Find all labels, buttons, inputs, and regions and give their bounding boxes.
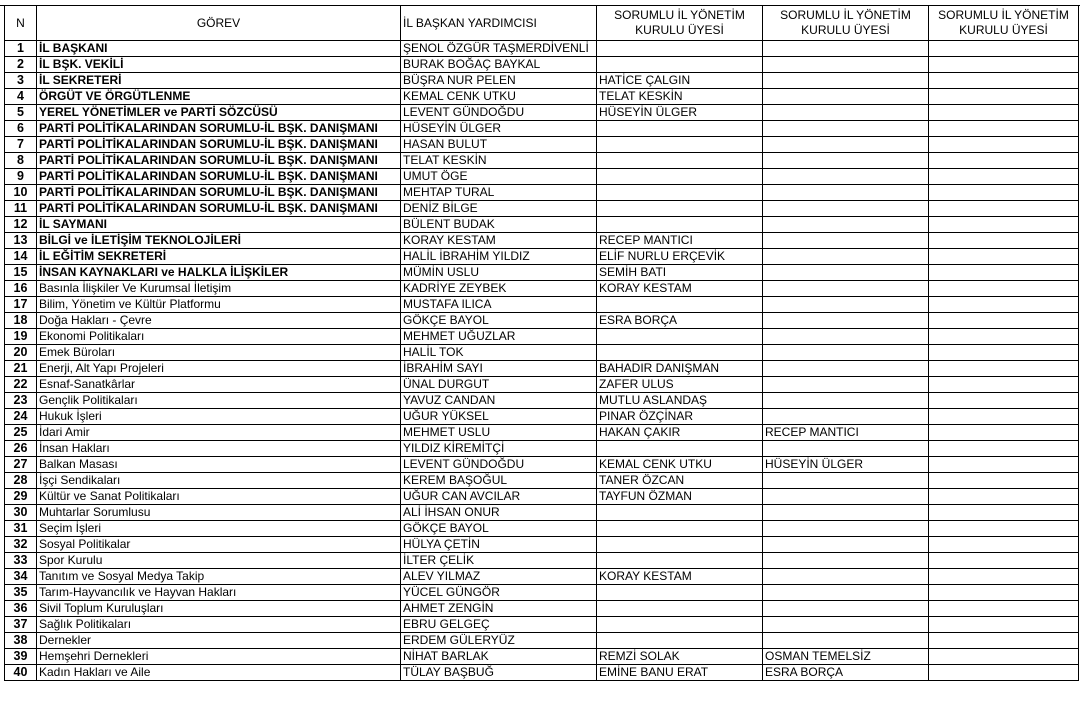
vice-chair-cell[interactable]: ERDEM GÜLERYÜZ (401, 633, 597, 649)
vice-chair-cell[interactable]: DENİZ BİLGE (401, 201, 597, 217)
row-number-cell[interactable]: 31 (5, 521, 37, 537)
member-3-cell[interactable] (929, 89, 1079, 105)
member-1-cell[interactable] (597, 185, 763, 201)
member-3-cell[interactable] (929, 137, 1079, 153)
member-2-cell[interactable] (763, 505, 929, 521)
row-number-cell[interactable]: 33 (5, 553, 37, 569)
duty-cell[interactable]: Sağlık Politikaları (37, 617, 401, 633)
member-3-cell[interactable] (929, 169, 1079, 185)
table-row (5, 329, 1079, 345)
member-2-cell[interactable]: RECEP MANTICI (763, 425, 929, 441)
row-number-cell[interactable]: 17 (5, 297, 37, 313)
vice-chair-cell[interactable]: MÜMİN USLU (401, 265, 597, 281)
vice-chair-cell[interactable]: HALİL İBRAHİM YILDIZ (401, 249, 597, 265)
duty-cell[interactable]: PARTİ POLİTİKALARINDAN SORUMLU-İL BŞK. DANIŞMANI (37, 201, 401, 217)
member-2-cell[interactable] (763, 361, 929, 377)
member-2-cell[interactable] (763, 89, 929, 105)
row-number-cell[interactable]: 5 (5, 105, 37, 121)
member-1-cell[interactable]: ZAFER ULUS (597, 377, 763, 393)
row-number-cell[interactable]: 25 (5, 425, 37, 441)
table-row (5, 521, 1079, 537)
member-3-cell[interactable] (929, 457, 1079, 473)
row-number-cell[interactable]: 7 (5, 137, 37, 153)
member-3-cell[interactable] (929, 217, 1079, 233)
row-number-cell[interactable]: 29 (5, 489, 37, 505)
member-3-cell[interactable] (929, 441, 1079, 457)
member-1-cell[interactable]: KORAY KESTAM (597, 281, 763, 297)
member-1-cell[interactable] (597, 169, 763, 185)
table-row (5, 457, 1079, 473)
vice-chair-cell[interactable]: GÖKÇE BAYOL (401, 521, 597, 537)
vice-chair-cell[interactable]: BURAK BOĞAÇ BAYKAL (401, 57, 597, 73)
member-3-cell[interactable] (929, 521, 1079, 537)
duty-cell[interactable]: İL BŞK. VEKİLİ (37, 57, 401, 73)
duty-table (4, 5, 1079, 681)
duty-cell[interactable]: Sosyal Politikalar (37, 537, 401, 553)
member-3-cell[interactable] (929, 185, 1079, 201)
member-1-cell[interactable]: RECEP MANTICI (597, 233, 763, 249)
member-3-cell[interactable] (929, 361, 1079, 377)
member-3-cell[interactable] (929, 41, 1079, 57)
vice-chair-cell[interactable]: YÜCEL GÜNGÖR (401, 585, 597, 601)
duty-cell[interactable]: Spor Kurulu (37, 553, 401, 569)
row-number-cell[interactable]: 34 (5, 569, 37, 585)
member-1-cell[interactable]: EMİNE BANU ERAT (597, 665, 763, 681)
vice-chair-cell[interactable]: YILDIZ KİREMİTÇİ (401, 441, 597, 457)
duty-cell[interactable]: Hemşehri Dernekleri (37, 649, 401, 665)
duty-cell[interactable]: Balkan Masası (37, 457, 401, 473)
member-1-cell[interactable] (597, 57, 763, 73)
table-row (5, 73, 1079, 89)
member-3-cell[interactable] (929, 121, 1079, 137)
vice-chair-cell[interactable]: LEVENT GÜNDOĞDU (401, 105, 597, 121)
member-1-cell[interactable]: ELİF NURLU ERÇEVİK (597, 249, 763, 265)
row-number-cell[interactable]: 38 (5, 633, 37, 649)
member-2-cell[interactable] (763, 585, 929, 601)
duty-cell[interactable]: Enerji, Alt Yapı Projeleri (37, 361, 401, 377)
duty-cell[interactable]: İnsan Hakları (37, 441, 401, 457)
table-row (5, 377, 1079, 393)
member-1-cell[interactable] (597, 633, 763, 649)
member-3-cell[interactable] (929, 249, 1079, 265)
member-1-cell[interactable] (597, 121, 763, 137)
row-number-cell[interactable]: 11 (5, 201, 37, 217)
duty-cell[interactable]: YEREL YÖNETİMLER ve PARTİ SÖZCÜSÜ (37, 105, 401, 121)
vice-chair-cell[interactable]: HASAN BULUT (401, 137, 597, 153)
member-2-cell[interactable] (763, 217, 929, 233)
member-1-cell[interactable]: KEMAL CENK UTKU (597, 457, 763, 473)
member-1-cell[interactable]: HATİCE ÇALGIN (597, 73, 763, 89)
member-1-cell[interactable]: TAYFUN ÖZMAN (597, 489, 763, 505)
member-1-cell[interactable]: TELAT KESKİN (597, 89, 763, 105)
header-uye-1: SORUMLU İL YÖNETİM KURULU ÜYESİ (597, 6, 763, 41)
member-2-cell[interactable] (763, 473, 929, 489)
table-row (5, 361, 1079, 377)
table-row (5, 393, 1079, 409)
duty-cell[interactable]: BİLGİ ve İLETİŞİM TEKNOLOJİLERİ (37, 233, 401, 249)
member-2-cell[interactable] (763, 521, 929, 537)
vice-chair-cell[interactable]: NİHAT BARLAK (401, 649, 597, 665)
row-number-cell[interactable]: 26 (5, 441, 37, 457)
duty-cell[interactable]: İşçi Sendikaları (37, 473, 401, 489)
member-1-cell[interactable] (597, 553, 763, 569)
member-3-cell[interactable] (929, 537, 1079, 553)
vice-chair-cell[interactable]: İBRAHİM SAYI (401, 361, 597, 377)
member-2-cell[interactable] (763, 121, 929, 137)
table-row (5, 41, 1079, 57)
table-row (5, 265, 1079, 281)
duty-cell[interactable]: Emek Büroları (37, 345, 401, 361)
member-1-cell[interactable] (597, 537, 763, 553)
duty-cell[interactable]: İL SAYMANI (37, 217, 401, 233)
table-row (5, 649, 1079, 665)
duty-cell[interactable]: Tarım-Hayvancılık ve Hayvan Hakları (37, 585, 401, 601)
member-3-cell[interactable] (929, 601, 1079, 617)
member-1-cell[interactable]: REMZİ SOLAK (597, 649, 763, 665)
duty-cell[interactable]: İL EĞİTİM SEKRETERİ (37, 249, 401, 265)
row-number-cell[interactable]: 28 (5, 473, 37, 489)
member-3-cell[interactable] (929, 425, 1079, 441)
member-2-cell[interactable] (763, 297, 929, 313)
table-row (5, 313, 1079, 329)
row-number-cell[interactable]: 35 (5, 585, 37, 601)
table-row (5, 409, 1079, 425)
duty-cell[interactable]: Gençlik Politikaları (37, 393, 401, 409)
member-3-cell[interactable] (929, 505, 1079, 521)
member-2-cell[interactable] (763, 137, 929, 153)
duty-cell[interactable]: Muhtarlar Sorumlusu (37, 505, 401, 521)
member-1-cell[interactable] (597, 617, 763, 633)
table-row (5, 425, 1079, 441)
duty-cell[interactable]: İL BAŞKANI (37, 41, 401, 57)
duty-cell[interactable]: ÖRGÜT VE ÖRGÜTLENME (37, 89, 401, 105)
member-3-cell[interactable] (929, 633, 1079, 649)
member-2-cell[interactable] (763, 185, 929, 201)
member-2-cell[interactable] (763, 105, 929, 121)
duty-cell[interactable]: Basınla İlişkiler Ve Kurumsal İletişim (37, 281, 401, 297)
row-number-cell[interactable]: 20 (5, 345, 37, 361)
table-row (5, 57, 1079, 73)
vice-chair-cell[interactable]: BÜŞRA NUR PELEN (401, 73, 597, 89)
member-3-cell[interactable] (929, 73, 1079, 89)
table-row (5, 665, 1079, 681)
table-row (5, 505, 1079, 521)
member-2-cell[interactable] (763, 153, 929, 169)
member-2-cell[interactable] (763, 537, 929, 553)
table-row (5, 249, 1079, 265)
member-3-cell[interactable] (929, 265, 1079, 281)
member-2-cell[interactable] (763, 393, 929, 409)
member-3-cell[interactable] (929, 553, 1079, 569)
row-number-cell[interactable]: 8 (5, 153, 37, 169)
vice-chair-cell[interactable]: KORAY KESTAM (401, 233, 597, 249)
member-1-cell[interactable] (597, 601, 763, 617)
member-2-cell[interactable] (763, 489, 929, 505)
row-number-cell[interactable]: 1 (5, 41, 37, 57)
row-number-cell[interactable]: 24 (5, 409, 37, 425)
member-1-cell[interactable]: KORAY KESTAM (597, 569, 763, 585)
row-number-cell[interactable]: 30 (5, 505, 37, 521)
member-3-cell[interactable] (929, 345, 1079, 361)
duty-cell[interactable]: İdari Amir (37, 425, 401, 441)
vice-chair-cell[interactable]: TÜLAY BAŞBUĞ (401, 665, 597, 681)
table-row (5, 217, 1079, 233)
member-2-cell[interactable] (763, 633, 929, 649)
vice-chair-cell[interactable]: MEHMET USLU (401, 425, 597, 441)
header-row (5, 6, 1079, 41)
vice-chair-cell[interactable]: ŞENOL ÖZGÜR TAŞMERDİVENLİ (401, 41, 597, 57)
table-row (5, 201, 1079, 217)
row-number-cell[interactable]: 4 (5, 89, 37, 105)
table-row (5, 105, 1079, 121)
member-3-cell[interactable] (929, 649, 1079, 665)
row-number-cell[interactable]: 9 (5, 169, 37, 185)
vice-chair-cell[interactable]: İLTER ÇELİK (401, 553, 597, 569)
table-row (5, 585, 1079, 601)
member-3-cell[interactable] (929, 665, 1079, 681)
table-row (5, 281, 1079, 297)
row-number-cell[interactable]: 2 (5, 57, 37, 73)
duty-cell[interactable]: Tanıtım ve Sosyal Medya Takip (37, 569, 401, 585)
member-1-cell[interactable] (597, 441, 763, 457)
row-number-cell[interactable]: 32 (5, 537, 37, 553)
table-row (5, 633, 1079, 649)
row-number-cell[interactable]: 10 (5, 185, 37, 201)
duty-cell[interactable]: PARTİ POLİTİKALARINDAN SORUMLU-İL BŞK. DANIŞMANI (37, 137, 401, 153)
duty-cell[interactable]: Hukuk İşleri (37, 409, 401, 425)
header-yardimci: İL BAŞKAN YARDIMCISI (401, 6, 597, 41)
duty-cell[interactable]: Dernekler (37, 633, 401, 649)
member-2-cell[interactable] (763, 441, 929, 457)
table-row (5, 601, 1079, 617)
member-2-cell[interactable] (763, 169, 929, 185)
member-1-cell[interactable] (597, 521, 763, 537)
duty-cell[interactable]: Esnaf-Sanatkârlar (37, 377, 401, 393)
vice-chair-cell[interactable]: UĞUR CAN AVCILAR (401, 489, 597, 505)
row-number-cell[interactable]: 27 (5, 457, 37, 473)
member-1-cell[interactable] (597, 505, 763, 521)
vice-chair-cell[interactable]: KADRİYE ZEYBEK (401, 281, 597, 297)
member-2-cell[interactable] (763, 617, 929, 633)
row-number-cell[interactable]: 40 (5, 665, 37, 681)
member-3-cell[interactable] (929, 201, 1079, 217)
table-row (5, 185, 1079, 201)
vice-chair-cell[interactable]: ALİ İHSAN ONUR (401, 505, 597, 521)
row-number-cell[interactable]: 12 (5, 217, 37, 233)
row-number-cell[interactable]: 15 (5, 265, 37, 281)
table-row (5, 233, 1079, 249)
member-2-cell[interactable] (763, 201, 929, 217)
vice-chair-cell[interactable]: GÖKÇE BAYOL (401, 313, 597, 329)
member-1-cell[interactable]: HÜSEYİN ÜLGER (597, 105, 763, 121)
member-1-cell[interactable]: PINAR ÖZÇİNAR (597, 409, 763, 425)
row-number-cell[interactable]: 13 (5, 233, 37, 249)
vice-chair-cell[interactable]: MEHTAP TURAL (401, 185, 597, 201)
duty-cell[interactable]: PARTİ POLİTİKALARINDAN SORUMLU-İL BŞK. DANIŞMANI (37, 153, 401, 169)
member-2-cell[interactable] (763, 249, 929, 265)
member-1-cell[interactable]: ESRA BORÇA (597, 313, 763, 329)
header-uye-2: SORUMLU İL YÖNETİM KURULU ÜYESİ (763, 6, 929, 41)
member-2-cell[interactable] (763, 57, 929, 73)
table-row (5, 345, 1079, 361)
table-row (5, 489, 1079, 505)
duty-cell[interactable]: Kadın Hakları ve Aile (37, 665, 401, 681)
member-1-cell[interactable]: SEMİH BATI (597, 265, 763, 281)
member-1-cell[interactable] (597, 217, 763, 233)
duty-cell[interactable]: Ekonomi Politikaları (37, 329, 401, 345)
member-3-cell[interactable] (929, 233, 1079, 249)
duty-cell[interactable]: PARTİ POLİTİKALARINDAN SORUMLU-İL BŞK. DANIŞMANI (37, 169, 401, 185)
table-row (5, 617, 1079, 633)
row-number-cell[interactable]: 36 (5, 601, 37, 617)
member-3-cell[interactable] (929, 473, 1079, 489)
table-row (5, 137, 1079, 153)
member-2-cell[interactable] (763, 345, 929, 361)
vice-chair-cell[interactable]: HÜSEYİN ÜLGER (401, 121, 597, 137)
member-3-cell[interactable] (929, 569, 1079, 585)
member-2-cell[interactable] (763, 329, 929, 345)
member-2-cell[interactable] (763, 41, 929, 57)
vice-chair-cell[interactable]: KEMAL CENK UTKU (401, 89, 597, 105)
vice-chair-cell[interactable]: HÜLYA ÇETİN (401, 537, 597, 553)
member-1-cell[interactable]: BAHADIR DANIŞMAN (597, 361, 763, 377)
member-2-cell[interactable] (763, 265, 929, 281)
member-2-cell[interactable] (763, 73, 929, 89)
table-row (5, 297, 1079, 313)
row-number-cell[interactable]: 19 (5, 329, 37, 345)
table-row (5, 537, 1079, 553)
member-3-cell[interactable] (929, 105, 1079, 121)
member-3-cell[interactable] (929, 409, 1079, 425)
member-3-cell[interactable] (929, 57, 1079, 73)
row-number-cell[interactable]: 14 (5, 249, 37, 265)
row-number-cell[interactable]: 39 (5, 649, 37, 665)
row-number-cell[interactable]: 18 (5, 313, 37, 329)
member-2-cell[interactable] (763, 569, 929, 585)
member-1-cell[interactable] (597, 41, 763, 57)
vice-chair-cell[interactable]: AHMET ZENGİN (401, 601, 597, 617)
member-3-cell[interactable] (929, 489, 1079, 505)
table-row (5, 153, 1079, 169)
member-1-cell[interactable] (597, 297, 763, 313)
table-row (5, 121, 1079, 137)
member-1-cell[interactable] (597, 201, 763, 217)
member-1-cell[interactable] (597, 153, 763, 169)
row-number-cell[interactable]: 6 (5, 121, 37, 137)
member-3-cell[interactable] (929, 329, 1079, 345)
member-3-cell[interactable] (929, 585, 1079, 601)
duty-cell[interactable]: Sivil Toplum Kuruluşları (37, 601, 401, 617)
vice-chair-cell[interactable]: TELAT KESKİN (401, 153, 597, 169)
duty-cell[interactable]: PARTİ POLİTİKALARINDAN SORUMLU-İL BŞK. DANIŞMANI (37, 185, 401, 201)
row-number-cell[interactable]: 16 (5, 281, 37, 297)
vice-chair-cell[interactable]: MUSTAFA ILICA (401, 297, 597, 313)
member-1-cell[interactable] (597, 137, 763, 153)
row-number-cell[interactable]: 37 (5, 617, 37, 633)
member-2-cell[interactable]: OSMAN TEMELSİZ (763, 649, 929, 665)
member-1-cell[interactable] (597, 329, 763, 345)
table-row (5, 569, 1079, 585)
vice-chair-cell[interactable]: YAVUZ CANDAN (401, 393, 597, 409)
member-1-cell[interactable]: HAKAN ÇAKIR (597, 425, 763, 441)
vice-chair-cell[interactable]: ALEV YILMAZ (401, 569, 597, 585)
vice-chair-cell[interactable]: EBRU GELGEÇ (401, 617, 597, 633)
member-2-cell[interactable] (763, 553, 929, 569)
duty-cell[interactable]: Seçim İşleri (37, 521, 401, 537)
table-body (5, 41, 1079, 681)
member-2-cell[interactable] (763, 409, 929, 425)
table-row (5, 473, 1079, 489)
member-1-cell[interactable] (597, 345, 763, 361)
duty-cell[interactable]: İNSAN KAYNAKLARI ve HALKLA İLİŞKİLER (37, 265, 401, 281)
row-number-cell[interactable]: 3 (5, 73, 37, 89)
member-3-cell[interactable] (929, 297, 1079, 313)
member-2-cell[interactable]: HÜSEYİN ÜLGER (763, 457, 929, 473)
duty-cell[interactable]: PARTİ POLİTİKALARINDAN SORUMLU-İL BŞK. DANIŞMANI (37, 121, 401, 137)
vice-chair-cell[interactable]: BÜLENT BUDAK (401, 217, 597, 233)
duty-cell[interactable]: Doğa Hakları - Çevre (37, 313, 401, 329)
header-n: N (5, 6, 37, 41)
member-1-cell[interactable]: MUTLU ASLANDAŞ (597, 393, 763, 409)
member-2-cell[interactable] (763, 377, 929, 393)
member-1-cell[interactable]: TANER ÖZCAN (597, 473, 763, 489)
duty-cell[interactable]: İL SEKRETERİ (37, 73, 401, 89)
member-2-cell[interactable] (763, 233, 929, 249)
table-row (5, 169, 1079, 185)
header-uye-3: SORUMLU İL YÖNETİM KURULU ÜYESİ (929, 6, 1079, 41)
table-row (5, 553, 1079, 569)
member-2-cell[interactable] (763, 313, 929, 329)
member-3-cell[interactable] (929, 153, 1079, 169)
member-3-cell[interactable] (929, 281, 1079, 297)
vice-chair-cell[interactable]: HALİL TOK (401, 345, 597, 361)
member-2-cell[interactable] (763, 601, 929, 617)
member-3-cell[interactable] (929, 617, 1079, 633)
member-3-cell[interactable] (929, 313, 1079, 329)
row-number-cell[interactable]: 21 (5, 361, 37, 377)
vice-chair-cell[interactable]: LEVENT GÜNDOĞDU (401, 457, 597, 473)
header-gorev: GÖREV (37, 6, 401, 41)
duty-cell[interactable]: Bilim, Yönetim ve Kültür Platformu (37, 297, 401, 313)
table-row (5, 441, 1079, 457)
member-2-cell[interactable] (763, 281, 929, 297)
vice-chair-cell[interactable]: KEREM BAŞOĞUL (401, 473, 597, 489)
vice-chair-cell[interactable]: UMUT ÖGE (401, 169, 597, 185)
vice-chair-cell[interactable]: UĞUR YÜKSEL (401, 409, 597, 425)
row-number-cell[interactable]: 22 (5, 377, 37, 393)
member-3-cell[interactable] (929, 393, 1079, 409)
member-3-cell[interactable] (929, 377, 1079, 393)
vice-chair-cell[interactable]: MEHMET UĞUZLAR (401, 329, 597, 345)
duty-cell[interactable]: Kültür ve Sanat Politikaları (37, 489, 401, 505)
member-1-cell[interactable] (597, 585, 763, 601)
member-2-cell[interactable]: ESRA BORÇA (763, 665, 929, 681)
vice-chair-cell[interactable]: ÜNAL DURGUT (401, 377, 597, 393)
row-number-cell[interactable]: 23 (5, 393, 37, 409)
table-row (5, 89, 1079, 105)
